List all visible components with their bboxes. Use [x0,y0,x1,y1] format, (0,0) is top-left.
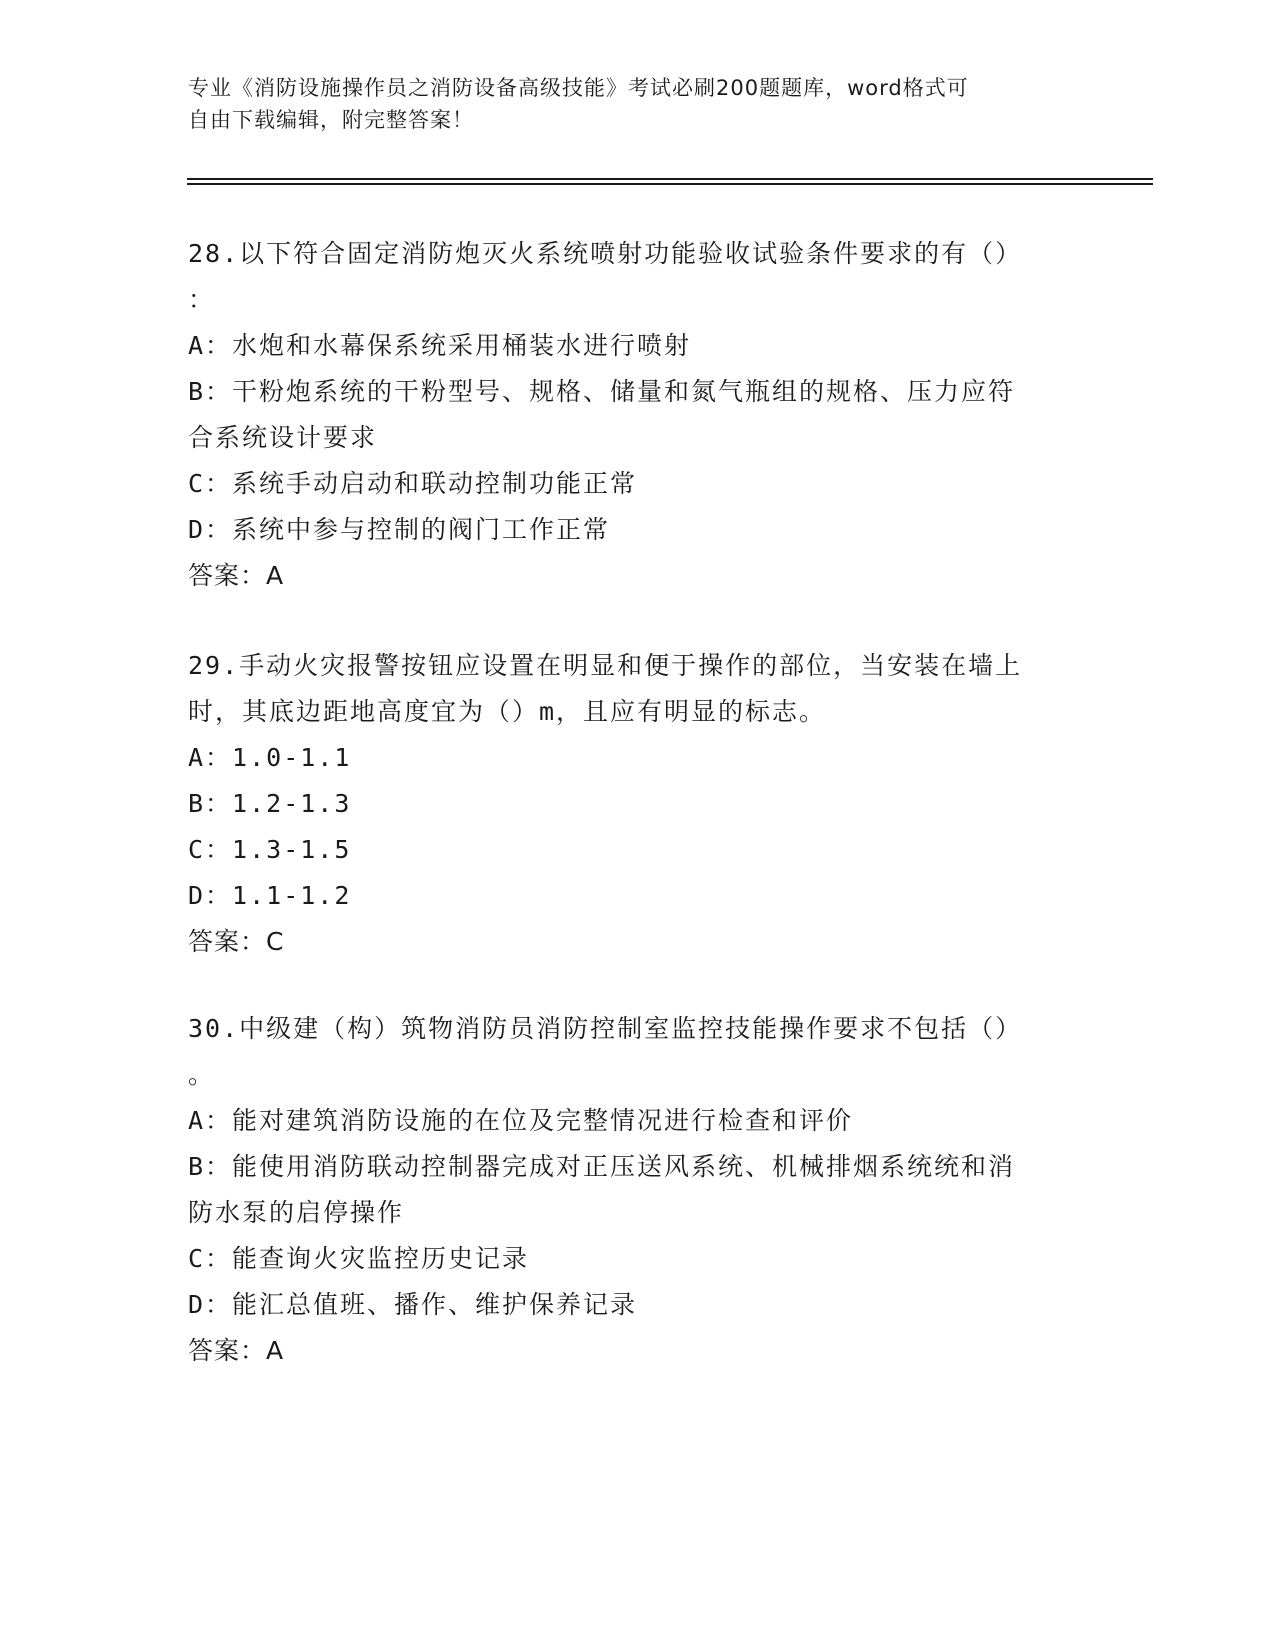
question-stem-line: 30.中级建（构）筑物消防员消防控制室监控技能操作要求不包括（） [188,1014,1023,1043]
question-stem-line: 29.手动火灾报警按钮应设置在明显和便于操作的部位，当安装在墙上 [188,651,1023,680]
option-d: D：系统中参与控制的阀门工作正常 [188,515,611,544]
header-line-1: 专业《消防设施操作员之消防设备高级技能》考试必刷200题题库，word格式可 [188,76,969,100]
option-b-continued: 防水泵的启停操作 [188,1198,405,1227]
option-b-continued: 合系统设计要求 [188,423,378,452]
answer-label: 答案：A [188,561,285,590]
header-line-2: 自由下载编辑，附完整答案！ [188,108,474,132]
option-a: A：水炮和水幕保系统采用桶装水进行喷射 [188,331,692,360]
question-stem-line: 。 [188,1060,216,1089]
option-d: D：能汇总值班、播作、维护保养记录 [188,1290,638,1319]
header-divider-top [187,178,1153,180]
option-b: B：能使用消防联动控制器完成对正压送风系统、机械排烟系统统和消 [188,1152,1016,1181]
question-stem-line: ： [188,285,216,314]
option-c: C：1.3-1.5 [188,835,352,864]
option-a: A：能对建筑消防设施的在位及完整情况进行检查和评价 [188,1106,854,1135]
option-a: A：1.0-1.1 [188,743,352,772]
document-header [188,72,1088,136]
option-c: C：系统手动启动和联动控制功能正常 [188,469,638,498]
question-stem-line: 28.以下符合固定消防炮灭火系统喷射功能验收试验条件要求的有（） [188,239,1023,268]
question-29 [188,643,1088,965]
option-b: B：干粉炮系统的干粉型号、规格、储量和氮气瓶组的规格、压力应符 [188,377,1016,406]
option-b: B：1.2-1.3 [188,789,352,818]
answer-label: 答案：A [188,1336,285,1365]
option-d: D：1.1-1.2 [188,881,352,910]
question-stem-line: 时，其底边距地高度宜为（）m，且应有明显的标志。 [188,697,827,726]
option-c: C：能查询火灾监控历史记录 [188,1244,530,1273]
answer-label: 答案：C [188,927,285,956]
question-28 [188,231,1088,599]
header-divider-bottom [187,183,1153,185]
question-30 [188,1006,1088,1374]
